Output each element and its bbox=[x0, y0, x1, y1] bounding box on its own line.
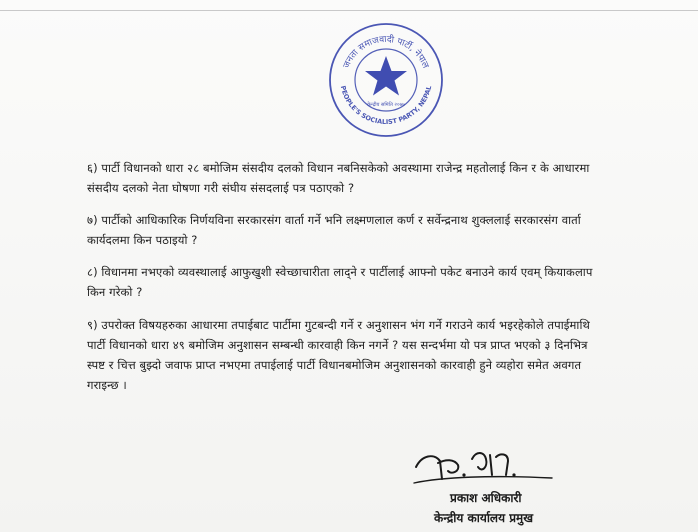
paragraph-7: ७) पार्टीको आधिकारिक निर्णयविना सरकारसंग वार्ता गर्ने भनि लक्ष्मणलाल कर्ण र सर्वेन्द्रनाथ शुक्ललाई सरकारसंग वार्ता कार्यदलमा किन पठाइयो ? bbox=[87, 213, 581, 247]
paragraph-8: ८) विधानमा नभएको व्यवस्थालाई आफुखुशी स्वेच्छाचारीता लाद्ने र पार्टीलाई आफ्नो पकेट बनाउने कार्य एवम् कियाकलाप किन गरेको ? bbox=[87, 265, 593, 299]
party-seal-stamp bbox=[326, 20, 446, 140]
paragraph-9: ९) उपरोक्त विषयहरुका आधारमा तपाईबाट पार्टीमा गुटबन्दी गर्ने र अनुशासन भंग गर्ने गराउने कार्य भइरहेकोले तपाईमाथि पार्टी विधानको धारा ४९ बमोजिम अनुशासन सम्बन्धी कारवाही किन नगर्ने ? यस सन्दर्भमा यो पत्र प्राप्त भएको ३ दिनभित्र स्पष्ट र चित्त बुझ्दो जवाफ प्राप्त नभएमा तपाईलाई पार्टी विधानबमोजिम अनुशासनको कारवाही हुने व्यहोरा समेत अवगत गराइन्छ । bbox=[87, 318, 590, 392]
handwritten-signature bbox=[412, 445, 562, 485]
paragraph-6: ६) पार्टी विधानको धारा २८ बमोजिम संसदीय दलको विधान नबनिसकेको अवस्थामा राजेन्द्र महतोलाई किन र के आधारमा संसदीय दलको नेता घोषणा गरी संघीय संसदलाई पत्र पठाएको ? bbox=[87, 161, 590, 195]
star-icon bbox=[365, 56, 407, 96]
seal-top-text: जनता समाजवादी पार्टी, नेपाल bbox=[341, 34, 431, 70]
signer-name: प्रकाश अधिकारी bbox=[450, 491, 522, 505]
seal-bottom-text: PEOPLE'S SOCIALIST PARTY, NEPAL bbox=[338, 84, 434, 127]
signer-title: केन्द्रीय कार्यालय प्रमुख bbox=[434, 511, 534, 525]
seal-center-text: केन्द्रीय समिति २०७७ bbox=[367, 102, 405, 108]
page-edge-line bbox=[0, 10, 698, 11]
